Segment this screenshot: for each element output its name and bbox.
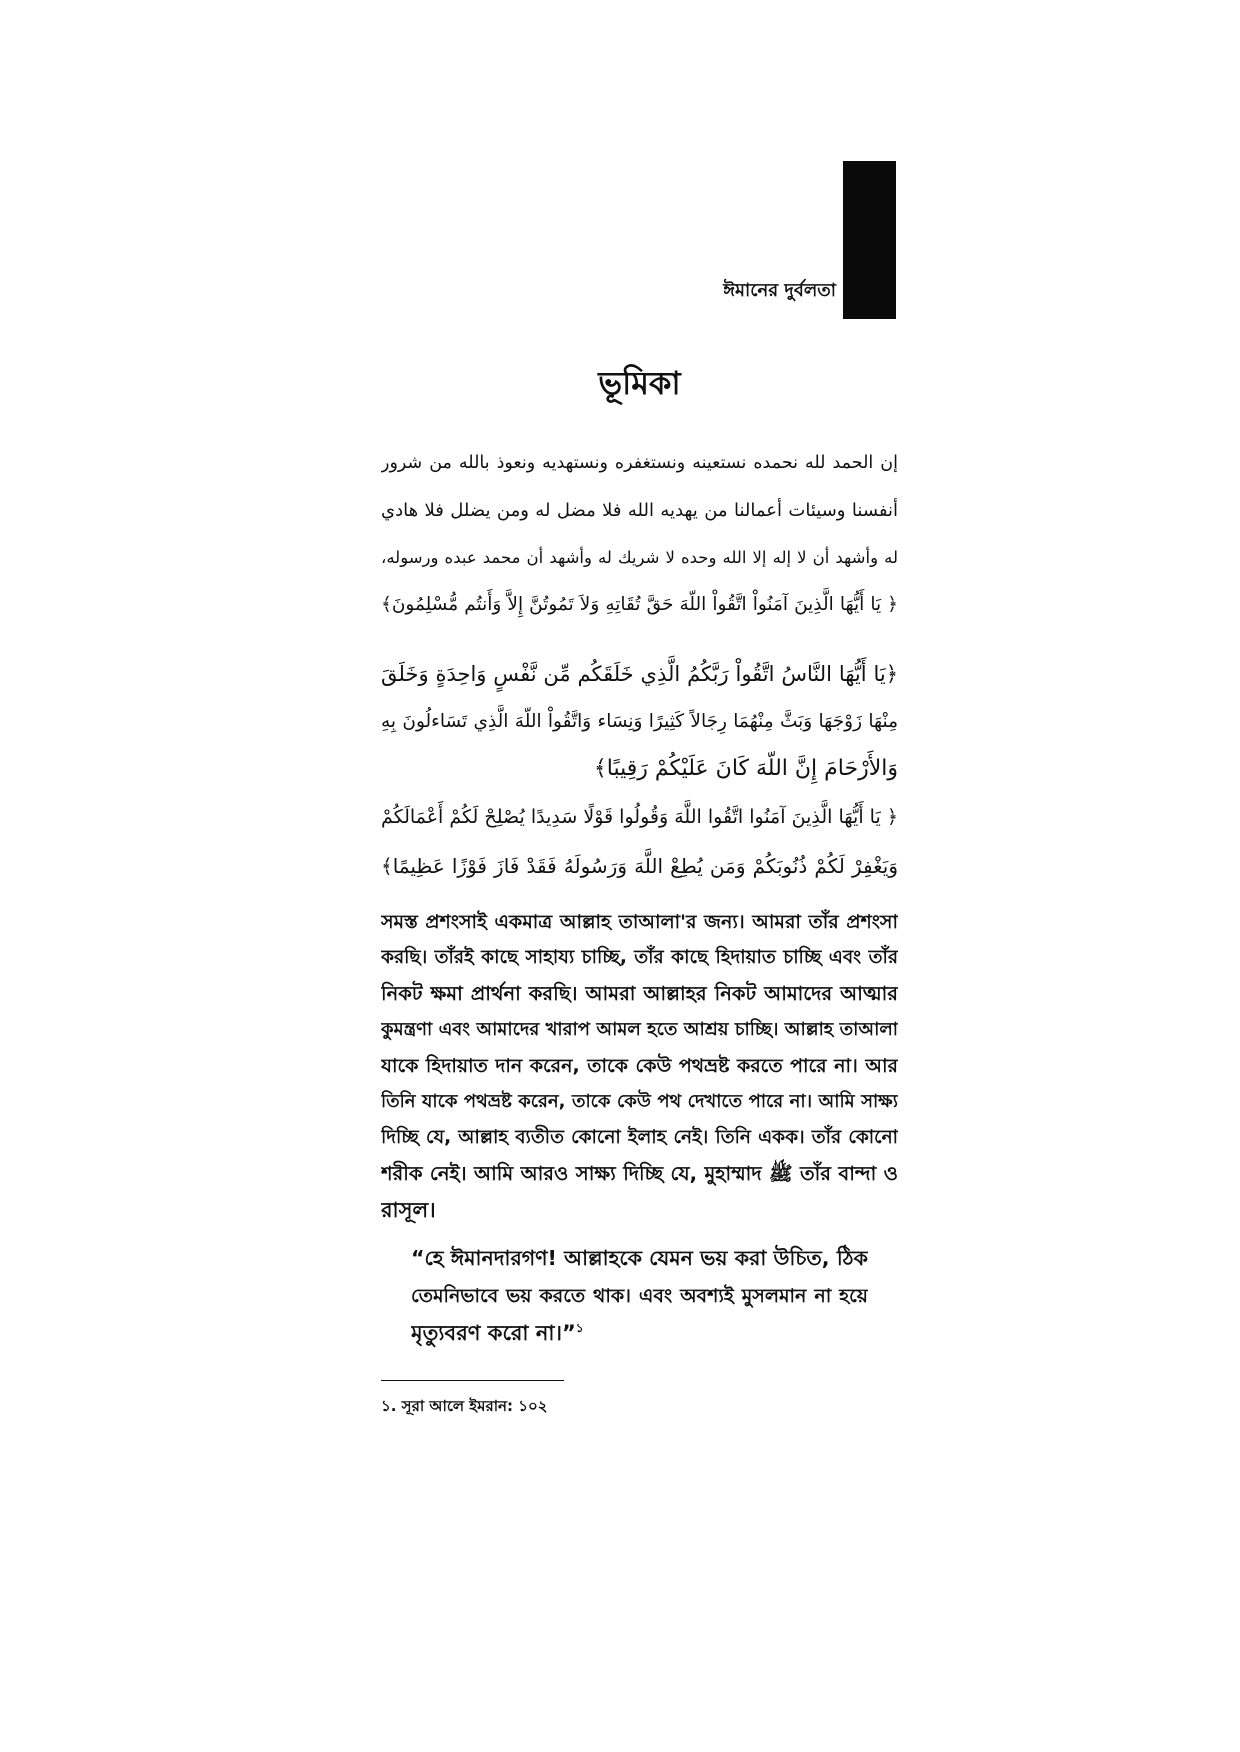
- quran-verse-block: [381, 651, 898, 792]
- quote-line: তেমনিভাবে ভয় করতে থাক। এবং অবশ্যই মুসলমান না হয়ে: [411, 1284, 868, 1307]
- arabic-khutbah-block: [381, 440, 898, 628]
- paragraph-line: কুমন্ত্রণা এবং আমাদের খারাপ আমল হতে আশ্রয় চাচ্ছি। আল্লাহ তাআলা: [381, 1019, 898, 1040]
- paragraph-line: যাকে হিদায়াত দান করেন, তাকে কেউ পথভ্রষ্ট করতে পারে না। আর: [381, 1055, 898, 1077]
- paragraph-line: করছি। তাঁরই কাছে সাহায্য চাচ্ছি, তাঁর কাছে হিদায়াত চাচ্ছি এবং তাঁর: [381, 947, 898, 968]
- paragraph-line: রাসূল।: [381, 1198, 436, 1222]
- paragraph-line: তিনি যাকে পথভ্রষ্ট করেন, তাকে কেউ পথ দেখাতে পারে না। আমি সাক্ষ্য: [381, 1091, 898, 1112]
- paragraph-line: নিকট ক্ষমা প্রার্থনা করছি। আমরা আল্লাহর নিকট আমাদের আত্মার: [381, 982, 898, 1005]
- quran-verse-line: وَالأَرْحَامَ إِنَّ اللّهَ كَانَ عَلَيْكُمْ رَقِيبًا﴾: [593, 756, 898, 781]
- paragraph-line: দিচ্ছি যে, আল্লাহ ব্যতীত কোনো ইলাহ নেই। তিনি একক। তাঁর কোনো: [381, 1127, 898, 1148]
- quote-line-text: মৃত্যুবরণ করো না।”: [411, 1321, 576, 1345]
- quran-verse-line: ﴿ يَا أَيُّهَا الَّذِينَ آمَنُوا اتَّقُوا اللَّهَ وَقُولُوا قَوْلًا سَدِيدًا يُصْلِحْ لَكُمْ أَعْمَالَكُمْ: [381, 806, 898, 828]
- verse-translation-quote: [411, 1240, 868, 1353]
- quran-verse-line: ﴿يَا أَيُّهَا النَّاسُ اتَّقُواْ رَبَّكُمُ الَّذِي خَلَقَكُم مِّن نَّفْسٍ وَاحِدَةٍ وَخَلَقَ: [381, 662, 898, 686]
- quran-verse-line: وَيَغْفِرْ لَكُمْ ذُنُوبَكُمْ وَمَن يُطِعْ اللَّهَ وَرَسُولَهُ فَقَدْ فَازَ فَوْزًا عَظِيمًا﴾: [381, 854, 898, 878]
- footnote: ১. সূরা আলে ইমরান: ১০২: [381, 1397, 548, 1415]
- quran-verse-line: مِنْهَا زَوْجَهَا وَبَثَّ مِنْهُمَا رِجَالاً كَثِيرًا وَنِسَاء وَاتَّقُواْ اللّهَ الَّذِي تَسَاءلُونَ بِهِ: [381, 711, 898, 732]
- quran-verse-block: [381, 793, 898, 891]
- chapter-thumb-tab: [843, 161, 896, 319]
- paragraph-line: সমস্ত প্রশংসাই একমাত্র আল্লাহ তাআলা'র জন্য। আমরা তাঁর প্রশংসা: [381, 911, 898, 933]
- footnote-marker: ১: [575, 1321, 584, 1335]
- page-title: ভূমিকা: [598, 364, 681, 402]
- quote-line: “হে ঈমানদারগণ! আল্লাহকে যেমন ভয় করা উচিত, ঠিক: [411, 1246, 868, 1270]
- quran-verse-line: ﴿ يَا أَيُّهَا الَّذِينَ آمَنُواْ اتَّقُواْ اللّهَ حَقَّ تُقَاتِهِ وَلاَ تَمُوتُنَّ إِلاَّ وَأَنتُم مُّسْلِمُونَ﴾: [381, 594, 898, 615]
- running-header: ঈমানের দুর্বলতা: [723, 280, 836, 301]
- paragraph-line: শরীক নেই। আমি আরও সাক্ষ্য দিচ্ছি যে, মুহাম্মাদ ﷺ তাঁর বান্দা ও: [381, 1162, 898, 1185]
- arabic-line: إن الحمد لله نحمده نستعينه ونستغفره ونستهديه ونعوذ بالله من شرور: [381, 453, 898, 473]
- arabic-line: له وأشهد أن لا إله إلا الله وحده لا شريك له وأشهد أن محمد عبده ورسوله،: [381, 548, 898, 567]
- bengali-paragraph: [381, 904, 898, 1228]
- arabic-line: أنفسنا وسيئات أعمالنا من يهديه الله فلا مضل له ومن يضلل فلا هادي: [381, 500, 898, 521]
- quote-line: [411, 1315, 868, 1353]
- footnote-divider: [381, 1380, 564, 1381]
